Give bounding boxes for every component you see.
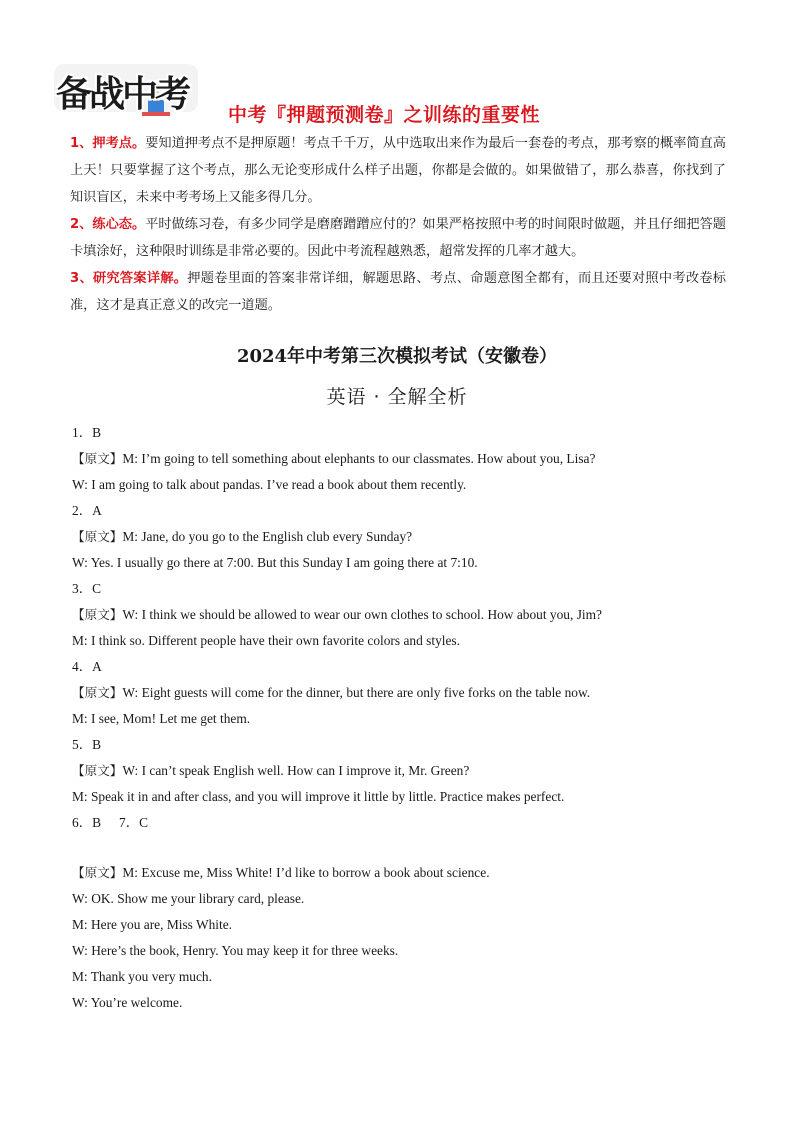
answer-5: 5．B <box>72 737 102 752</box>
answer-list <box>72 420 752 1016</box>
transcript-6d: W: Here’s the book, Henry. You may keep it for three weeks. <box>72 943 399 958</box>
transcript-tag: 【原文】 <box>72 685 123 700</box>
intro-point-3 <box>70 265 726 319</box>
transcript-6e: M: Thank you very much. <box>72 969 212 984</box>
transcript-4: 【原文】W: Eight guests will come for the dinner, but there are only five forks on the table now. <box>72 685 591 700</box>
answer-3: 3．C <box>72 581 102 596</box>
answer-6: 6．B <box>72 815 102 830</box>
logo-text: 备战中考 <box>56 74 189 115</box>
transcript-tag: 【原文】 <box>72 865 123 880</box>
transcript-tag: 【原文】 <box>72 607 123 622</box>
intro-point-3-head: 3、研究答案详解。 <box>70 271 188 286</box>
transcript-1: 【原文】M: I’m going to tell something about elephants to our classmates. How about you, Lisa? <box>72 451 596 466</box>
intro-point-3-body: 押题卷里面的答案非常详细，解题思路、考点、命题意图全都有，而且还要对照中考改卷标准，这才是真正意义的改完一道题。 <box>70 271 726 313</box>
transcript-tag: 【原文】 <box>72 529 123 544</box>
intro-point-1 <box>70 130 726 211</box>
answer-4: 4．A <box>72 659 102 674</box>
transcript-tag: 【原文】 <box>72 451 123 466</box>
logo <box>52 62 200 120</box>
intro-point-1-body: 要知道押考点不是押原题！考点千千万，从中选取出来作为最后一套卷的考点，那考察的概率简直高上天！只要掌握了这个考点，那么无论变形成什么样子出题，你都是会做的。如果做错了，那么恭喜，你找到了知识盲区，未来中考考场上又能多得几分。 <box>70 136 726 205</box>
answer-1: 1．B <box>72 425 102 440</box>
intro-point-1-head: 1、押考点。 <box>70 136 146 151</box>
transcript-2b: W: Yes. I usually go there at 7:00. But this Sunday I am going there at 7:10. <box>72 555 478 570</box>
transcript-5: 【原文】W: I can’t speak English well. How can I improve it, Mr. Green? <box>72 763 470 778</box>
transcript-5b: M: Speak it in and after class, and you will improve it little by little. Practice makes perfect. <box>72 789 565 804</box>
exam-title: 2024年中考第三次模拟考试（安徽卷） <box>236 346 558 367</box>
answer-6-7 <box>72 810 752 836</box>
transcript-tag: 【原文】 <box>72 763 123 778</box>
transcript-4b: M: I see, Mom! Let me get them. <box>72 711 251 726</box>
intro-section <box>70 130 726 319</box>
intro-point-2-body: 平时做练习卷，有多少同学是磨磨蹭蹭应付的？如果严格按照中考的时间限时做题，并且仔细把答题卡填涂好，这种限时训练是非常必要的。因此中考流程越熟悉，超常发挥的几率才越大。 <box>70 217 726 259</box>
transcript-2: 【原文】M: Jane, do you go to the English club every Sunday? <box>72 529 413 544</box>
transcript-6b: W: OK. Show me your library card, please. <box>72 891 305 906</box>
exam-subtitle: 英语 · 全解全析 <box>326 386 468 408</box>
spacer <box>72 836 752 860</box>
transcript-6f: W: You’re welcome. <box>72 995 183 1010</box>
transcript-3b: M: I think so. Different people have their own favorite colors and styles. <box>72 633 460 648</box>
answer-7: 7．C <box>119 815 149 830</box>
transcript-6c: M: Here you are, Miss White. <box>72 917 233 932</box>
banner-title: 中考『押题预测卷』之训练的重要性 <box>228 104 541 126</box>
intro-point-2 <box>70 211 726 265</box>
transcript-6: 【原文】M: Excuse me, Miss White! I’d like to borrow a book about science. <box>72 865 490 880</box>
intro-point-2-head: 2、练心态。 <box>70 217 146 232</box>
transcript-3: 【原文】W: I think we should be allowed to wear our own clothes to school. How about you, Jim? <box>72 607 602 622</box>
answer-2: 2．A <box>72 503 102 518</box>
transcript-1b: W: I am going to talk about pandas. I’ve read a book about them recently. <box>72 477 467 492</box>
